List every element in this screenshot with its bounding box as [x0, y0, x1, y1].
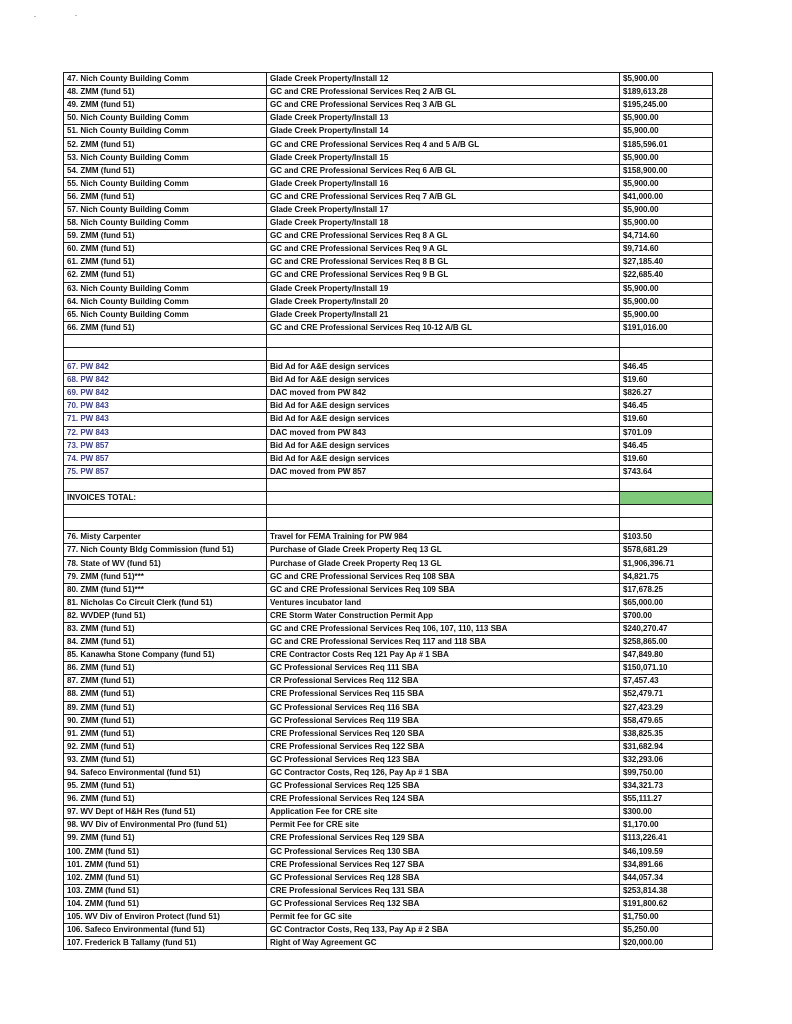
ledger-row	[64, 753, 713, 766]
amount-cell: $31,682.94	[620, 740, 713, 753]
amount-cell: $185,596.01	[620, 138, 713, 151]
amount-cell: $4,821.75	[620, 570, 713, 583]
amount-cell: $1,170.00	[620, 819, 713, 832]
payee-cell: 66. ZMM (fund 51)	[64, 321, 267, 334]
amount-cell: $5,900.00	[620, 125, 713, 138]
amount-cell: $52,479.71	[620, 688, 713, 701]
ledger-row	[64, 125, 713, 138]
ledger-row	[64, 99, 713, 112]
amount-cell: $27,185.40	[620, 256, 713, 269]
payee-cell: INVOICES TOTAL:	[64, 492, 267, 505]
description-cell: GC and CRE Professional Services Req 4 and 5 A/B GL	[267, 138, 620, 151]
description-cell: DAC moved from PW 843	[267, 426, 620, 439]
payee-cell: 95. ZMM (fund 51)	[64, 780, 267, 793]
ledger-row	[64, 714, 713, 727]
payee-cell: 71. PW 843	[64, 413, 267, 426]
payee-cell	[64, 478, 267, 491]
ledger-row	[64, 662, 713, 675]
amount-cell: $20,000.00	[620, 937, 713, 950]
description-cell: GC and CRE Professional Services Req 9 A GL	[267, 243, 620, 256]
description-cell: Bid Ad for A&E design services	[267, 374, 620, 387]
amount-cell: $46,109.59	[620, 845, 713, 858]
amount-cell: $5,900.00	[620, 295, 713, 308]
payee-cell: 53. Nich County Building Comm	[64, 151, 267, 164]
description-cell: GC Professional Services Req 123 SBA	[267, 753, 620, 766]
payee-cell: 62. ZMM (fund 51)	[64, 269, 267, 282]
description-cell: CRE Professional Services Req 120 SBA	[267, 727, 620, 740]
payee-cell: 61. ZMM (fund 51)	[64, 256, 267, 269]
scan-speck	[34, 16, 36, 17]
amount-cell: $191,800.62	[620, 897, 713, 910]
ledger-row	[64, 334, 713, 347]
payee-cell: 107. Frederick B Tallamy (fund 51)	[64, 937, 267, 950]
description-cell: CRE Professional Services Req 131 SBA	[267, 884, 620, 897]
payee-cell: 99. ZMM (fund 51)	[64, 832, 267, 845]
payee-cell: 96. ZMM (fund 51)	[64, 793, 267, 806]
payee-cell: 90. ZMM (fund 51)	[64, 714, 267, 727]
description-cell: GC Professional Services Req 125 SBA	[267, 780, 620, 793]
amount-cell: $5,900.00	[620, 203, 713, 216]
amount-cell	[620, 505, 713, 518]
ledger-row	[64, 727, 713, 740]
payee-cell: 52. ZMM (fund 51)	[64, 138, 267, 151]
amount-cell: $19.60	[620, 452, 713, 465]
amount-cell: $158,900.00	[620, 164, 713, 177]
ledger-row	[64, 557, 713, 570]
ledger-row	[64, 531, 713, 544]
amount-cell: $191,016.00	[620, 321, 713, 334]
amount-cell: $258,865.00	[620, 636, 713, 649]
description-cell: Permit fee for GC site	[267, 911, 620, 924]
payee-cell: 74. PW 857	[64, 452, 267, 465]
amount-cell: $4,714.60	[620, 230, 713, 243]
amount-cell: $27,423.29	[620, 701, 713, 714]
payee-cell: 75. PW 857	[64, 465, 267, 478]
amount-cell: $99,750.00	[620, 766, 713, 779]
description-cell: Travel for FEMA Training for PW 984	[267, 531, 620, 544]
amount-cell: $47,849.80	[620, 649, 713, 662]
ledger-row	[64, 688, 713, 701]
description-cell: GC and CRE Professional Services Req 3 A/B GL	[267, 99, 620, 112]
ledger-row	[64, 347, 713, 360]
ledger-row	[64, 256, 713, 269]
description-cell: Bid Ad for A&E design services	[267, 439, 620, 452]
amount-cell: $150,071.10	[620, 662, 713, 675]
ledger-row	[64, 649, 713, 662]
description-cell: GC Professional Services Req 130 SBA	[267, 845, 620, 858]
ledger-row	[64, 806, 713, 819]
ledger-row	[64, 112, 713, 125]
amount-cell: $578,681.29	[620, 544, 713, 557]
payee-cell	[64, 347, 267, 360]
ledger-row	[64, 884, 713, 897]
amount-cell: $17,678.25	[620, 583, 713, 596]
ledger-row	[64, 164, 713, 177]
description-cell	[267, 334, 620, 347]
payee-cell: 98. WV Div of Environmental Pro (fund 51)	[64, 819, 267, 832]
payee-cell: 87. ZMM (fund 51)	[64, 675, 267, 688]
description-cell: Ventures incubator land	[267, 596, 620, 609]
payee-cell: 102. ZMM (fund 51)	[64, 871, 267, 884]
payee-cell: 59. ZMM (fund 51)	[64, 230, 267, 243]
payee-cell: 78. State of WV (fund 51)	[64, 557, 267, 570]
ledger-row	[64, 230, 713, 243]
payee-cell	[64, 518, 267, 531]
scan-speck	[75, 15, 77, 16]
amount-cell: $34,321.73	[620, 780, 713, 793]
ledger-row	[64, 387, 713, 400]
amount-cell: $9,714.60	[620, 243, 713, 256]
payee-cell: 91. ZMM (fund 51)	[64, 727, 267, 740]
description-cell: CRE Professional Services Req 124 SBA	[267, 793, 620, 806]
description-cell: Glade Creek Property/Install 15	[267, 151, 620, 164]
ledger-row	[64, 871, 713, 884]
description-cell: Right of Way Agreement GC	[267, 937, 620, 950]
amount-cell: $46.45	[620, 400, 713, 413]
amount-cell	[620, 334, 713, 347]
description-cell: Bid Ad for A&E design services	[267, 413, 620, 426]
invoice-ledger-table	[63, 72, 713, 950]
ledger-row	[64, 740, 713, 753]
description-cell: CRE Contractor Costs Req 121 Pay Ap # 1 SBA	[267, 649, 620, 662]
payee-cell: 68. PW 842	[64, 374, 267, 387]
amount-cell: $19.60	[620, 413, 713, 426]
ledger-row	[64, 138, 713, 151]
ledger-row	[64, 609, 713, 622]
amount-cell: $5,900.00	[620, 177, 713, 190]
invoice-ledger-body	[64, 73, 713, 950]
description-cell: GC and CRE Professional Services Req 8 A GL	[267, 230, 620, 243]
description-cell: Purchase of Glade Creek Property Req 13 GL	[267, 544, 620, 557]
description-cell: GC and CRE Professional Services Req 117 and 118 SBA	[267, 636, 620, 649]
amount-cell: $113,226.41	[620, 832, 713, 845]
ledger-row	[64, 295, 713, 308]
payee-cell: 58. Nich County Building Comm	[64, 217, 267, 230]
ledger-row	[64, 544, 713, 557]
ledger-row	[64, 243, 713, 256]
payee-cell: 57. Nich County Building Comm	[64, 203, 267, 216]
description-cell: GC Contractor Costs, Req 133, Pay Ap # 2 SBA	[267, 924, 620, 937]
amount-cell: $22,685.40	[620, 269, 713, 282]
ledger-row	[64, 518, 713, 531]
ledger-row	[64, 217, 713, 230]
ledger-row	[64, 151, 713, 164]
description-cell: Glade Creek Property/Install 12	[267, 73, 620, 86]
description-cell: Application Fee for CRE site	[267, 806, 620, 819]
payee-cell: 82. WVDEP (fund 51)	[64, 609, 267, 622]
description-cell: GC and CRE Professional Services Req 2 A/B GL	[267, 86, 620, 99]
ledger-row	[64, 596, 713, 609]
ledger-row	[64, 282, 713, 295]
description-cell: GC and CRE Professional Services Req 8 B GL	[267, 256, 620, 269]
amount-cell: $19.60	[620, 374, 713, 387]
payee-cell: 106. Safeco Environmental (fund 51)	[64, 924, 267, 937]
amount-cell: $826.27	[620, 387, 713, 400]
payee-cell: 49. ZMM (fund 51)	[64, 99, 267, 112]
payee-cell: 103. ZMM (fund 51)	[64, 884, 267, 897]
description-cell: Glade Creek Property/Install 13	[267, 112, 620, 125]
payee-cell: 86. ZMM (fund 51)	[64, 662, 267, 675]
description-cell: GC Professional Services Req 132 SBA	[267, 897, 620, 910]
payee-cell: 50. Nich County Building Comm	[64, 112, 267, 125]
amount-cell: $1,906,396.71	[620, 557, 713, 570]
amount-cell: $34,891.66	[620, 858, 713, 871]
description-cell: DAC moved from PW 857	[267, 465, 620, 478]
payee-cell: 81. Nicholas Co Circuit Clerk (fund 51)	[64, 596, 267, 609]
amount-cell	[620, 347, 713, 360]
ledger-row	[64, 819, 713, 832]
description-cell: Glade Creek Property/Install 18	[267, 217, 620, 230]
ledger-row	[64, 911, 713, 924]
description-cell: GC and CRE Professional Services Req 108 SBA	[267, 570, 620, 583]
description-cell: Glade Creek Property/Install 14	[267, 125, 620, 138]
amount-cell: $44,057.34	[620, 871, 713, 884]
payee-cell: 65. Nich County Building Comm	[64, 308, 267, 321]
payee-cell	[64, 505, 267, 518]
amount-cell: $38,825.35	[620, 727, 713, 740]
amount-cell: $240,270.47	[620, 622, 713, 635]
amount-cell: $1,750.00	[620, 911, 713, 924]
description-cell: Bid Ad for A&E design services	[267, 361, 620, 374]
payee-cell: 77. Nich County Bldg Commission (fund 51)	[64, 544, 267, 557]
ledger-row	[64, 845, 713, 858]
ledger-row	[64, 308, 713, 321]
ledger-row	[64, 190, 713, 203]
description-cell: Glade Creek Property/Install 21	[267, 308, 620, 321]
description-cell: DAC moved from PW 842	[267, 387, 620, 400]
description-cell: Bid Ad for A&E design services	[267, 452, 620, 465]
description-cell	[267, 478, 620, 491]
payee-cell: 47. Nich County Building Comm	[64, 73, 267, 86]
amount-cell: $5,900.00	[620, 73, 713, 86]
description-cell: GC and CRE Professional Services Req 106, 107, 110, 113 SBA	[267, 622, 620, 635]
ledger-row	[64, 570, 713, 583]
payee-cell: 94. Safeco Environmental (fund 51)	[64, 766, 267, 779]
ledger-row	[64, 701, 713, 714]
ledger-row	[64, 937, 713, 950]
ledger-row	[64, 793, 713, 806]
amount-cell: $7,457.43	[620, 675, 713, 688]
description-cell: CRE Professional Services Req 122 SBA	[267, 740, 620, 753]
ledger-row	[64, 321, 713, 334]
amount-cell: $5,900.00	[620, 151, 713, 164]
ledger-row	[64, 478, 713, 491]
description-cell: GC Professional Services Req 111 SBA	[267, 662, 620, 675]
payee-cell: 97. WV Dept of H&H Res (fund 51)	[64, 806, 267, 819]
payee-cell: 72. PW 843	[64, 426, 267, 439]
amount-cell: $300.00	[620, 806, 713, 819]
amount-cell: $5,900.00	[620, 282, 713, 295]
description-cell: GC Professional Services Req 128 SBA	[267, 871, 620, 884]
amount-cell: $700.00	[620, 609, 713, 622]
payee-cell: 105. WV Div of Environ Protect (fund 51)	[64, 911, 267, 924]
amount-cell: $5,250.00	[620, 924, 713, 937]
payee-cell: 104. ZMM (fund 51)	[64, 897, 267, 910]
payee-cell: 79. ZMM (fund 51)***	[64, 570, 267, 583]
payee-cell: 60. ZMM (fund 51)	[64, 243, 267, 256]
ledger-row	[64, 924, 713, 937]
description-cell: CRE Professional Services Req 115 SBA	[267, 688, 620, 701]
description-cell: GC Professional Services Req 116 SBA	[267, 701, 620, 714]
payee-cell: 64. Nich County Building Comm	[64, 295, 267, 308]
description-cell: CRE Professional Services Req 127 SBA	[267, 858, 620, 871]
ledger-row	[64, 73, 713, 86]
amount-cell: $189,613.28	[620, 86, 713, 99]
description-cell: Glade Creek Property/Install 16	[267, 177, 620, 190]
payee-cell: 89. ZMM (fund 51)	[64, 701, 267, 714]
ledger-row	[64, 177, 713, 190]
ledger-row	[64, 897, 713, 910]
amount-cell: $55,111.27	[620, 793, 713, 806]
ledger-row	[64, 400, 713, 413]
ledger-row	[64, 361, 713, 374]
payee-cell: 55. Nich County Building Comm	[64, 177, 267, 190]
description-cell	[267, 505, 620, 518]
ledger-row	[64, 636, 713, 649]
payee-cell: 85. Kanawha Stone Company (fund 51)	[64, 649, 267, 662]
payee-cell: 51. Nich County Building Comm	[64, 125, 267, 138]
payee-cell: 92. ZMM (fund 51)	[64, 740, 267, 753]
ledger-row	[64, 505, 713, 518]
amount-cell: $65,000.00	[620, 596, 713, 609]
ledger-row	[64, 86, 713, 99]
amount-cell: $195,245.00	[620, 99, 713, 112]
description-cell: Glade Creek Property/Install 17	[267, 203, 620, 216]
amount-cell: $701.09	[620, 426, 713, 439]
payee-cell: 56. ZMM (fund 51)	[64, 190, 267, 203]
payee-cell: 69. PW 842	[64, 387, 267, 400]
ledger-row	[64, 413, 713, 426]
payee-cell: 76. Misty Carpenter	[64, 531, 267, 544]
amount-cell: $5,900.00	[620, 308, 713, 321]
description-cell: GC and CRE Professional Services Req 7 A/B GL	[267, 190, 620, 203]
description-cell: CR Professional Services Req 112 SBA	[267, 675, 620, 688]
ledger-row	[64, 269, 713, 282]
amount-cell: $5,900.00	[620, 217, 713, 230]
amount-cell: $58,479.65	[620, 714, 713, 727]
description-cell: GC Professional Services Req 119 SBA	[267, 714, 620, 727]
ledger-row	[64, 832, 713, 845]
amount-cell: $32,293.06	[620, 753, 713, 766]
ledger-row	[64, 426, 713, 439]
amount-cell	[620, 478, 713, 491]
payee-cell: 63. Nich County Building Comm	[64, 282, 267, 295]
description-cell: Bid Ad for A&E design services	[267, 400, 620, 413]
description-cell: CRE Storm Water Construction Permit App	[267, 609, 620, 622]
description-cell	[267, 492, 620, 505]
payee-cell: 67. PW 842	[64, 361, 267, 374]
amount-cell: $46.45	[620, 439, 713, 452]
payee-cell: 48. ZMM (fund 51)	[64, 86, 267, 99]
payee-cell: 73. PW 857	[64, 439, 267, 452]
ledger-row	[64, 203, 713, 216]
payee-cell: 80. ZMM (fund 51)***	[64, 583, 267, 596]
amount-cell	[620, 492, 713, 505]
description-cell: GC and CRE Professional Services Req 9 B GL	[267, 269, 620, 282]
payee-cell: 83. ZMM (fund 51)	[64, 622, 267, 635]
amount-cell: $41,000.00	[620, 190, 713, 203]
amount-cell: $5,900.00	[620, 112, 713, 125]
ledger-row	[64, 780, 713, 793]
ledger-row	[64, 374, 713, 387]
description-cell: GC and CRE Professional Services Req 6 A/B GL	[267, 164, 620, 177]
payee-cell: 93. ZMM (fund 51)	[64, 753, 267, 766]
ledger-row	[64, 675, 713, 688]
amount-cell: $103.50	[620, 531, 713, 544]
payee-cell: 54. ZMM (fund 51)	[64, 164, 267, 177]
description-cell	[267, 347, 620, 360]
payee-cell: 84. ZMM (fund 51)	[64, 636, 267, 649]
ledger-row	[64, 583, 713, 596]
ledger-row	[64, 622, 713, 635]
amount-cell: $46.45	[620, 361, 713, 374]
description-cell: CRE Professional Services Req 129 SBA	[267, 832, 620, 845]
amount-cell: $743.64	[620, 465, 713, 478]
description-cell: Glade Creek Property/Install 19	[267, 282, 620, 295]
payee-cell: 88. ZMM (fund 51)	[64, 688, 267, 701]
ledger-row	[64, 439, 713, 452]
description-cell: Glade Creek Property/Install 20	[267, 295, 620, 308]
description-cell	[267, 518, 620, 531]
ledger-row	[64, 452, 713, 465]
payee-cell: 101. ZMM (fund 51)	[64, 858, 267, 871]
description-cell: Purchase of Glade Creek Property Req 13 GL	[267, 557, 620, 570]
description-cell: GC Contractor Costs, Req 126, Pay Ap # 1 SBA	[267, 766, 620, 779]
description-cell: Permit Fee for CRE site	[267, 819, 620, 832]
description-cell: GC and CRE Professional Services Req 10-12 A/B GL	[267, 321, 620, 334]
payee-cell: 70. PW 843	[64, 400, 267, 413]
payee-cell	[64, 334, 267, 347]
amount-cell: $253,814.38	[620, 884, 713, 897]
invoices-total-row	[64, 492, 713, 505]
payee-cell: 100. ZMM (fund 51)	[64, 845, 267, 858]
amount-cell	[620, 518, 713, 531]
ledger-row	[64, 766, 713, 779]
ledger-row	[64, 465, 713, 478]
ledger-row	[64, 858, 713, 871]
description-cell: GC and CRE Professional Services Req 109 SBA	[267, 583, 620, 596]
